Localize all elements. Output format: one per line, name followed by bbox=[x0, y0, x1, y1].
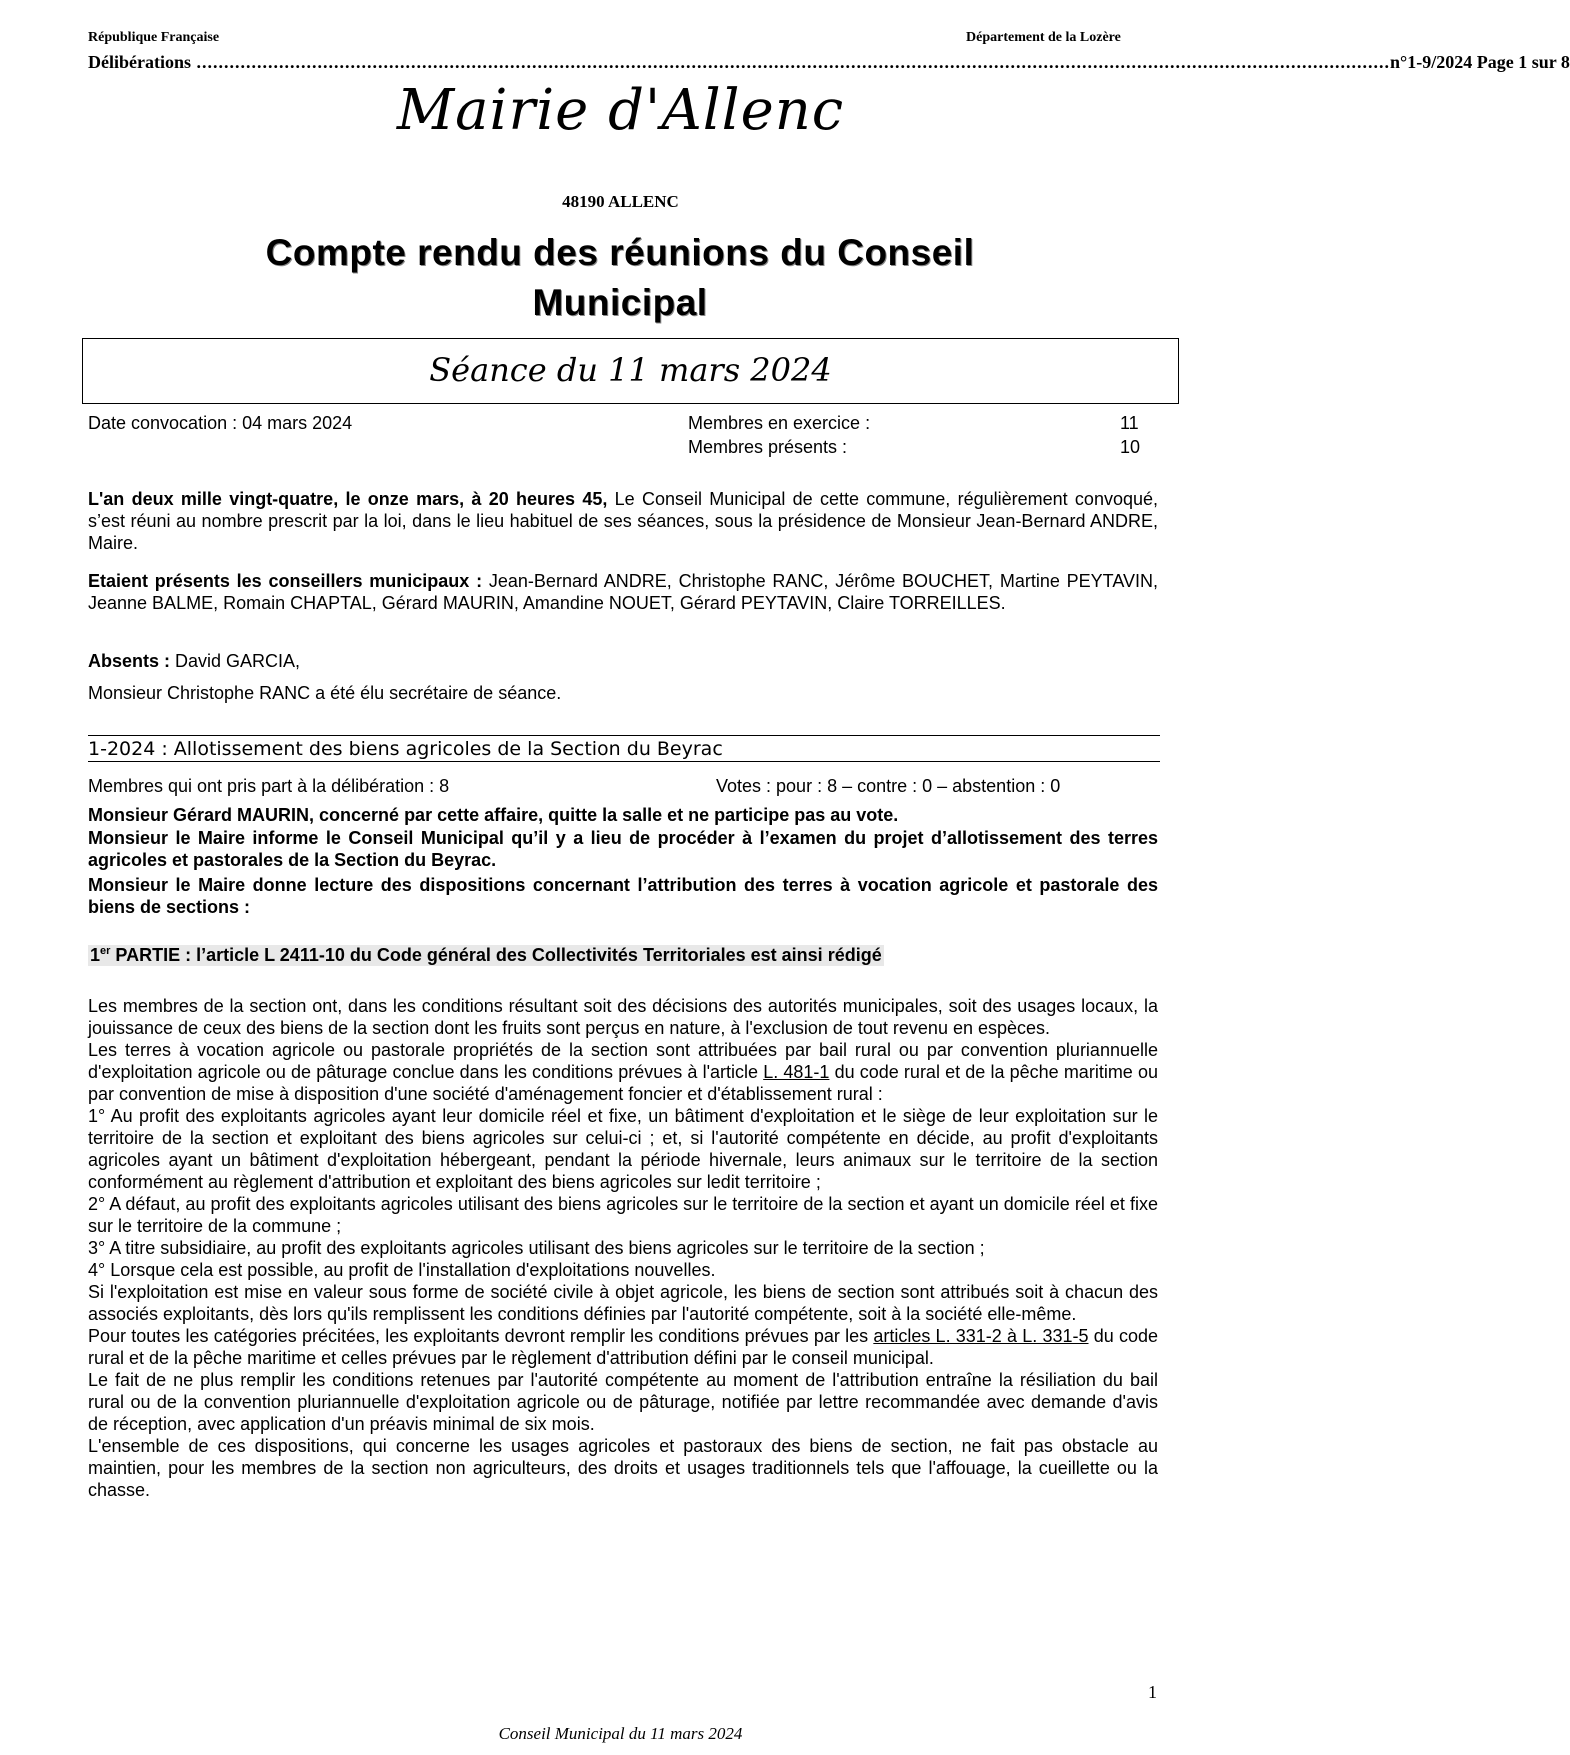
presents-label: Etaient présents les conseillers municipaux : bbox=[88, 571, 483, 591]
article-body bbox=[88, 995, 1158, 1501]
intro-paragraph bbox=[88, 488, 1158, 554]
article-paragraph bbox=[88, 1325, 1158, 1369]
article-paragraph: 1° Au profit des exploitants agricoles ayant leur domicile réel et fixe, un bâtiment d'exploitation et le siège de leur exploitation sur le territoire de la section et exploitant des biens agricoles sur celui-ci ; et, si l'autorité compétente en décide, au profit d'exploitants agricoles ayant un bâtiment d'exploitation hébergeant, pendant la période hivernale, leurs animaux sur le territoire de la section conformément au règlement d'attribution et exploitant des biens agricoles sur ledit territoire ; bbox=[88, 1106, 1158, 1192]
article-paragraph: 2° A défaut, au profit des exploitants agricoles utilisant des biens agricoles sur le territoire de la section et ayant un domicile réel et fixe sur le territoire de la commune ; bbox=[88, 1194, 1158, 1236]
header-deliberations-line bbox=[88, 52, 1570, 73]
secretaire-paragraph: Monsieur Christophe RANC a été élu secrétaire de séance. bbox=[88, 683, 562, 703]
convocation-date: Date convocation : 04 mars 2024 bbox=[88, 413, 353, 433]
seance-box bbox=[82, 338, 1179, 404]
part1-text: PARTIE : l’article L 2411-10 du Code général des Collectivités Territoriales est ainsi rédigé bbox=[110, 945, 882, 965]
bold-paragraph-1: Monsieur Gérard MAURIN, concerné par cette affaire, quitte la salle et ne participe pas au vote. bbox=[88, 805, 899, 825]
header-dot-leader: ......................................................................................................................................................................................................................... bbox=[191, 52, 1390, 72]
header-republique: République Française bbox=[88, 30, 220, 45]
membres-presents-value: 10 bbox=[1120, 437, 1141, 457]
article-text: du code rural et de la pêche maritime et celles prévues par le règlement d'attribution défini par le conseil municipal. bbox=[88, 1326, 1158, 1368]
part1-heading bbox=[88, 945, 884, 966]
intro-text: Le Conseil Municipal de cette commune, régulièrement convoqué, s’est réuni au nombre prescrit par la loi, dans le lieu habituel de ses séances, sous la présidence de Monsieur Jean-Bernard ANDRE, Maire. bbox=[88, 489, 1159, 553]
article-paragraph: L'ensemble de ces dispositions, qui concerne les usages agricoles et pastoraux des biens de section, ne fait pas obstacle au maintien, pour les membres de la section non agriculteurs, des droits et usages traditionnels tels que l'affouage, la cueillette ou la chasse. bbox=[88, 1436, 1158, 1500]
postal-address: 48190 ALLENC bbox=[562, 192, 679, 211]
mairie-logo-title: Mairie d'Allenc bbox=[396, 78, 845, 143]
part1-superscript: er bbox=[100, 945, 111, 957]
intro-bold: L'an deux mille vingt-quatre, le onze mars, à 20 heures 45, bbox=[88, 489, 608, 509]
bold-paragraph-2: Monsieur le Maire informe le Conseil Municipal qu’il y a lieu de procéder à l’examen du projet d’allotissement des terres agricoles et pastorales de la Section du Beyrac. bbox=[88, 828, 1158, 870]
article-paragraph: 4° Lorsque cela est possible, au profit de l'installation d'exploitations nouvelles. bbox=[88, 1260, 716, 1280]
header-deliberations-label: Délibérations bbox=[88, 52, 191, 72]
article-link-l481-1[interactable]: L. 481-1 bbox=[763, 1062, 830, 1082]
delib-members: Membres qui ont pris part à la délibération : 8 bbox=[88, 776, 450, 796]
presents-list: Jean-Bernard ANDRE, Christophe RANC, Jérôme BOUCHET, Martine PEYTAVIN, Jeanne BALME, Romain CHAPTAL, Gérard MAURIN, Amandine NOUET, Gérard PEYTAVIN, Claire TORREILLES. bbox=[88, 571, 1158, 613]
bold-paragraph-3: Monsieur le Maire donne lecture des dispositions concernant l’attribution des terres à vocation agricole et pastorale des biens de sections : bbox=[88, 875, 1158, 917]
document-title bbox=[120, 228, 1120, 328]
article-paragraph: 3° A titre subsidiaire, au profit des exploitants agricoles utilisant des biens agricoles sur le territoire de la section ; bbox=[88, 1238, 985, 1258]
presents-paragraph bbox=[88, 570, 1158, 614]
absents-list: David GARCIA, bbox=[170, 651, 301, 671]
membres-exercice-label: Membres en exercice : bbox=[688, 413, 871, 433]
article-paragraph: Le fait de ne plus remplir les conditions retenues par l'autorité compétente au moment de l'attribution entraîne la résiliation du bail rural ou de la convention pluriannuelle d'exploitation agricole ou de pâturage, notifiée par lettre recommandée avec demande d'avis de réception, avec application d'un préavis minimal de six mois. bbox=[88, 1370, 1158, 1434]
membres-presents-label: Membres présents : bbox=[688, 437, 848, 457]
header-departement: Département de la Lozère bbox=[966, 30, 1121, 45]
seance-date: Séance du 11 mars 2024 bbox=[429, 351, 832, 389]
deliberation-heading: 1-2024 : Allotissement des biens agricoles de la Section du Beyrac bbox=[88, 735, 1160, 762]
membres-exercice-value: 11 bbox=[1120, 413, 1139, 433]
article-link-l331[interactable]: articles L. 331-2 à L. 331-5 bbox=[873, 1326, 1089, 1346]
article-text: Les terres à vocation agricole ou pastorale propriétés de la section sont attribuées par bail rural ou par convention pluriannuelle d'exploitation agricole ou de pâturage conclue dans les conditions prévues à l'article bbox=[88, 1040, 1158, 1082]
part1-number: 1 bbox=[90, 945, 101, 965]
article-text: du code rural et de la pêche maritime ou par convention de mise à disposition d'une société d'aménagement foncier et d'établissement rural : bbox=[88, 1062, 1159, 1104]
article-text: Pour toutes les catégories précitées, les exploitants devront remplir les conditions prévues par les bbox=[88, 1326, 874, 1346]
article-paragraph bbox=[88, 1039, 1158, 1105]
delib-votes: Votes : pour : 8 – contre : 0 – abstention : 0 bbox=[716, 776, 1061, 796]
article-paragraph: Si l'exploitation est mise en valeur sous forme de société civile à objet agricole, les biens de section sont attribués soit à chacun des associés exploitants, dès lors qu'ils remplissent les conditions définies par l'autorité compétente, soit à la société elle-même. bbox=[88, 1282, 1158, 1324]
title-line-1: Compte rendu des réunions du Conseil bbox=[265, 232, 975, 273]
title-line-2: Municipal bbox=[532, 282, 708, 323]
page-number: 1 bbox=[1148, 1682, 1157, 1702]
absents-label: Absents : bbox=[88, 651, 171, 671]
footer: Conseil Municipal du 11 mars 2024 bbox=[498, 1724, 743, 1743]
article-paragraph: Les membres de la section ont, dans les conditions résultant soit des décisions des autorités municipales, soit des usages locaux, la jouissance de ceux des biens de la section dont les fruits sont perçus en nature, à l'exclusion de tout revenu en espèces. bbox=[88, 996, 1158, 1038]
header-page-ref: n°1-9/2024 Page 1 sur 8 bbox=[1390, 52, 1570, 72]
absents-paragraph bbox=[88, 650, 1158, 672]
